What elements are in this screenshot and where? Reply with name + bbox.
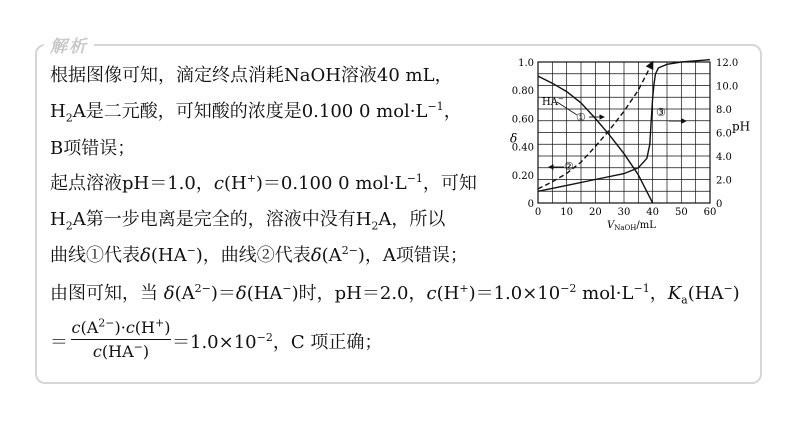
right-tick-label: 10.0	[716, 81, 739, 93]
right-axis-label: pH	[732, 119, 751, 134]
text-line-6: 曲线①代表δ(HA−)，曲线②代表$\delta(A^{2-})$，A项错误；	[50, 244, 468, 266]
right-tick-label: 4.0	[716, 152, 732, 163]
text-line-1: 根据图像可知，滴定终点消耗NaOH溶液40 mL，	[50, 65, 453, 86]
chart-ticks	[512, 58, 739, 218]
left-tick-label: 1.0	[518, 58, 534, 69]
chart-grid	[538, 62, 710, 203]
formula-equals: ＝	[50, 332, 68, 353]
left-tick-label: 0.20	[511, 170, 534, 182]
marker-1: ①	[576, 111, 586, 124]
x-axis-label: $V_{NaOH}/mL$	[607, 220, 656, 232]
text-line-7: 由图可知，当 $\delta(A^{2-})=\delta(HA^-)$时，pH＝2.0，$c(H^+)=1.0\times 10^{-2}$ $mol\cdot L^{-1}$，$K_a(HA^-)$	[50, 282, 740, 307]
label-ha: HA−	[542, 95, 564, 108]
text-line-3: B项错误；	[50, 138, 136, 159]
x-tick-label: 0	[534, 207, 542, 218]
left-tick-label: 0.80	[511, 86, 534, 98]
marker-2: ②	[564, 160, 574, 173]
x-tick-label: 20	[588, 207, 602, 218]
x-tick-label: 50	[674, 207, 688, 218]
right-tick-label: 2.0	[716, 175, 732, 187]
left-tick-label: 0	[527, 199, 534, 210]
formula-denominator: c(HA−)	[92, 340, 150, 361]
left-tick-label: 0.40	[511, 142, 534, 154]
x-tick-label: 10	[560, 207, 574, 218]
text-line-2: $H_2A$是二元酸，可知酸的浓度是0.100 0 $mol\cdot L^{-1}$，	[50, 100, 462, 125]
x-tick-label: 60	[703, 207, 717, 218]
right-tick-label: 8.0	[716, 105, 732, 116]
formula-numerator: $c(A^{2-})\cdot c(H^+)$	[71, 318, 171, 340]
text-line-4: 起点溶液pH＝1.0，c(H+)＝0.100 0 $mol\cdot L^{-1}$，可知	[50, 172, 477, 194]
left-axis-label: δ	[510, 131, 518, 146]
x-tick-label: 40	[646, 207, 660, 218]
analysis-tag: 解析	[44, 32, 94, 57]
right-tick-label: 12.0	[716, 58, 739, 69]
right-tick-label: 0	[716, 199, 723, 210]
left-tick-label: 0.60	[511, 114, 534, 126]
right-tick-label: 6.0	[716, 128, 732, 140]
marker-3: ③	[656, 106, 666, 119]
x-tick-label: 30	[617, 207, 631, 218]
formula-result: $=1.0\times 10^{-2}$，C 项正确；	[172, 331, 383, 353]
text-line-5: $H_2A$第一步电离是完全的，溶液中没有$H_2A$，所以	[50, 209, 446, 233]
